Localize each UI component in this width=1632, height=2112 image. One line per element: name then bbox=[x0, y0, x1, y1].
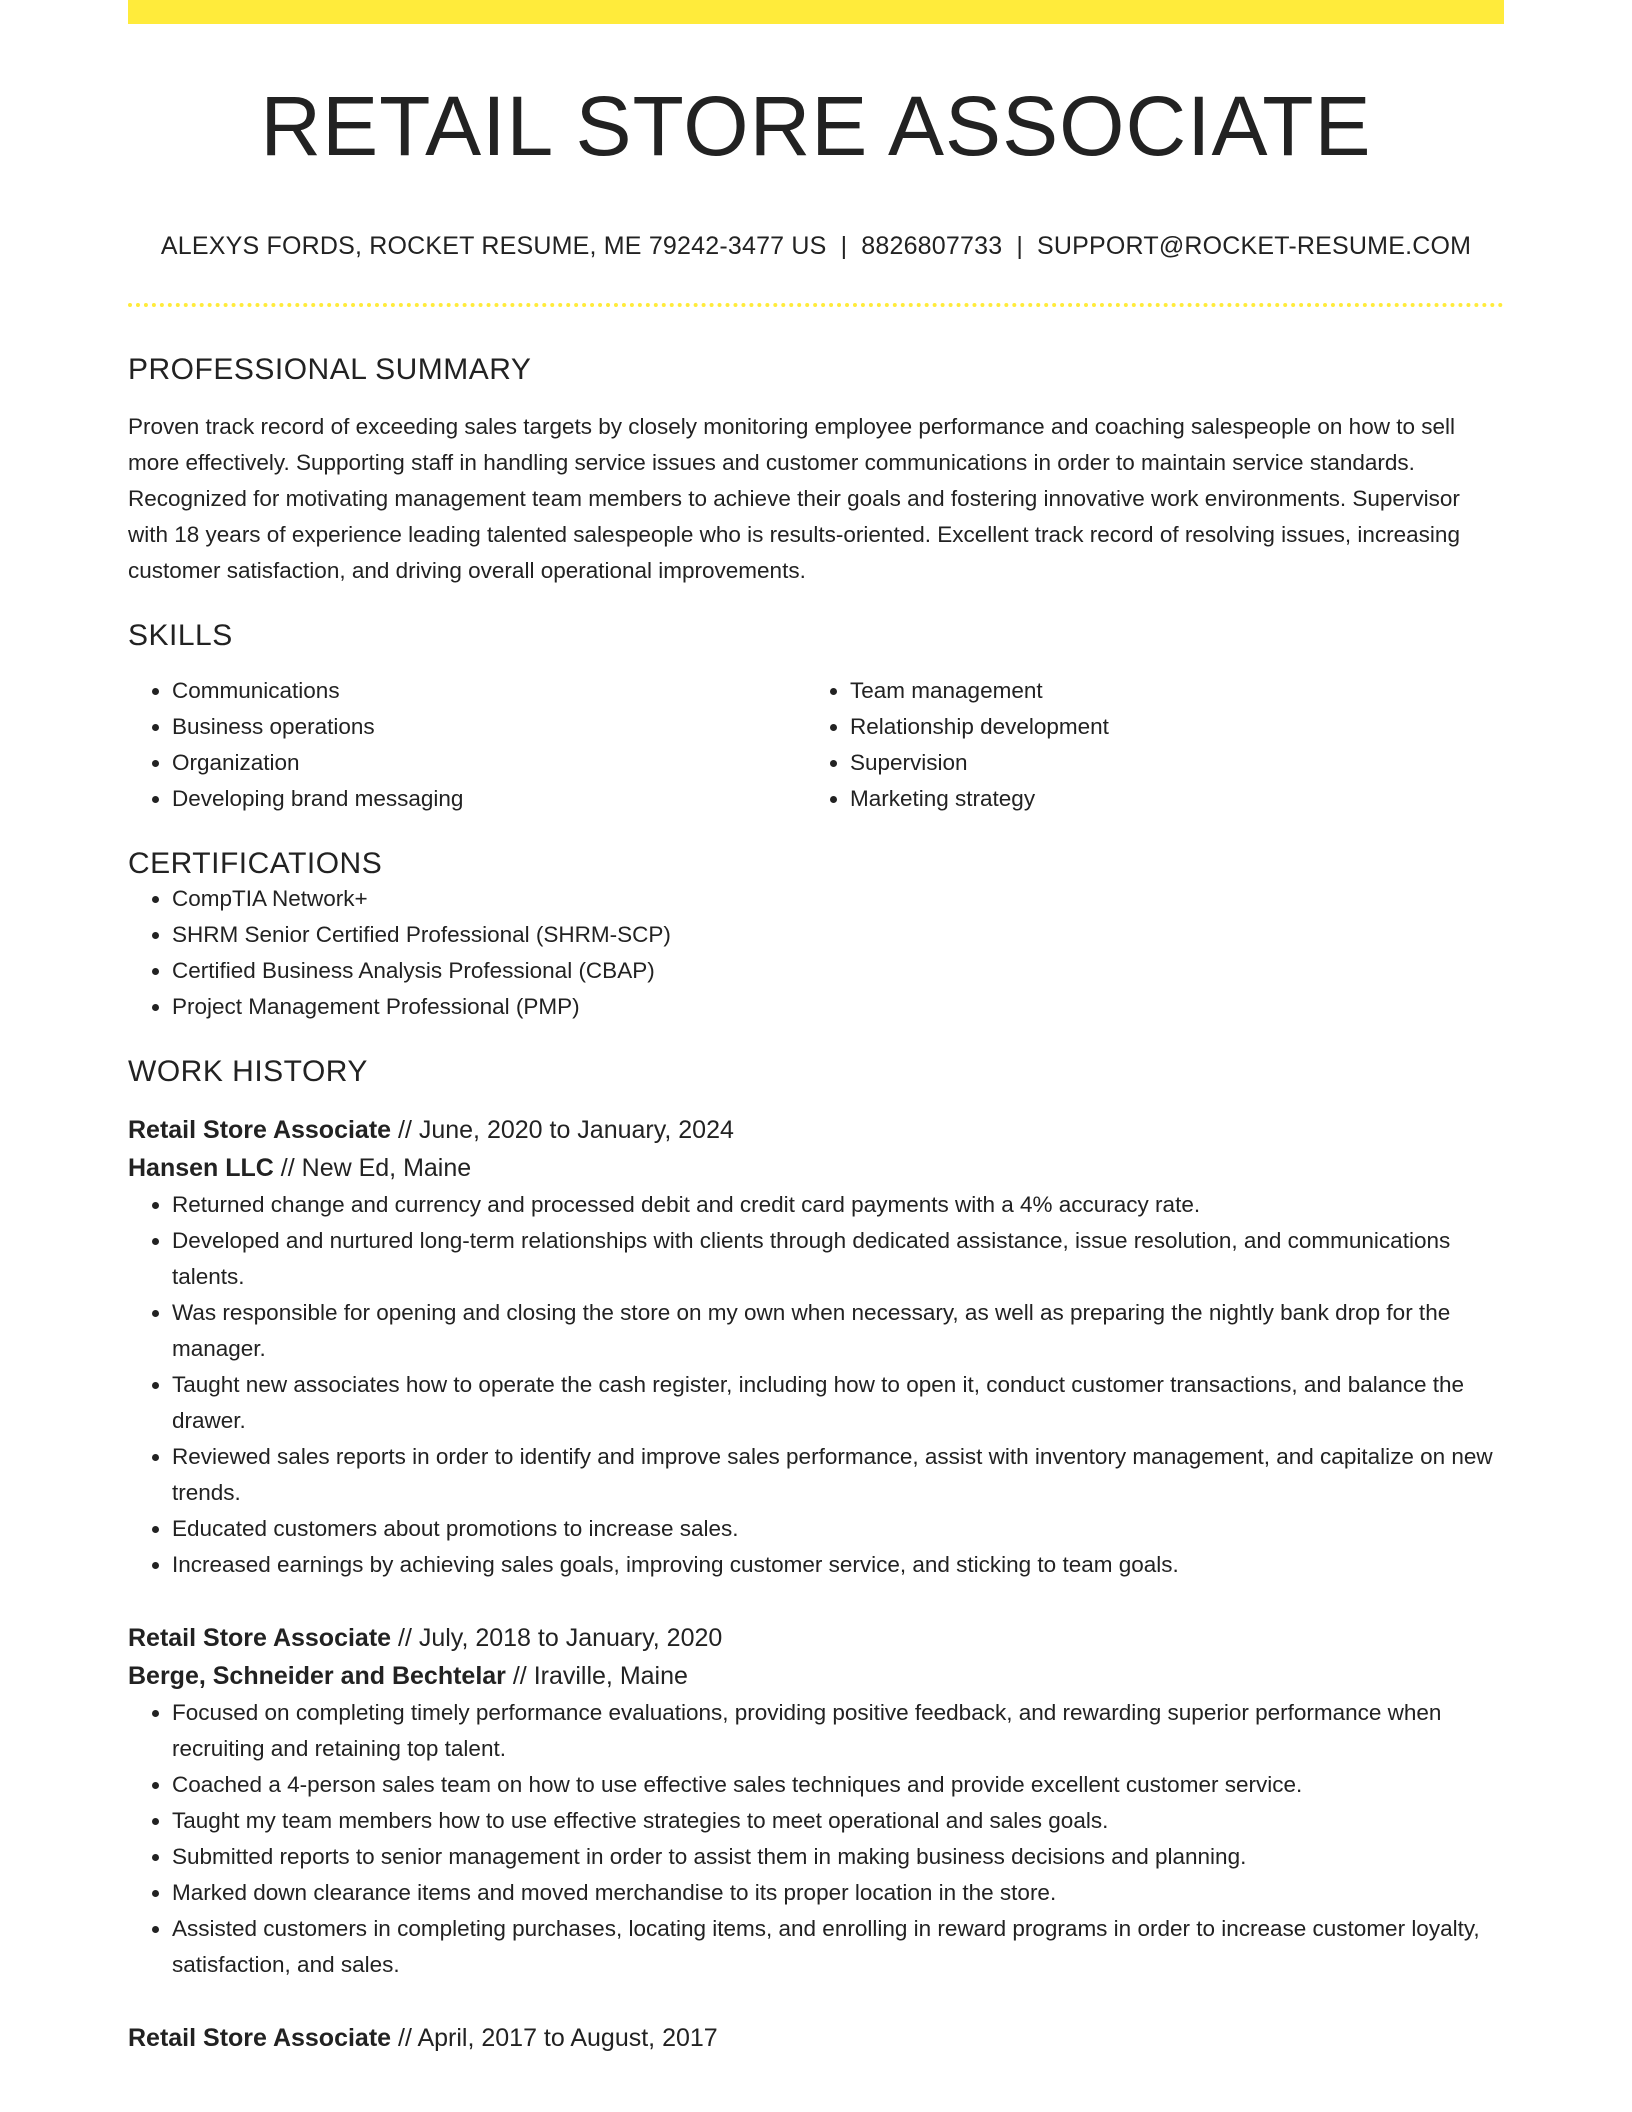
skill-item: • Team management bbox=[850, 673, 1484, 709]
dotted-divider bbox=[128, 303, 1504, 307]
job-duty: • Focused on completing timely performance evaluations, providing positive feedback, and rewarding superior performance when recruiting and retaining top talent. bbox=[172, 1695, 1504, 1767]
job-duty: • Was responsible for opening and closing the store on my own when necessary, as well as preparing the nightly bank drop for the manager. bbox=[172, 1295, 1504, 1367]
job-duty: • Reviewed sales reports in order to identify and improve sales performance, assist with inventory management, and capitalize on new trends. bbox=[172, 1439, 1504, 1511]
job-duties-list bbox=[128, 1187, 1504, 1583]
certification-item: • CompTIA Network+ bbox=[172, 881, 1504, 917]
job-duty: • Developed and nurtured long-term relationships with clients through dedicated assistance, issue resolution, and communications talents. bbox=[172, 1223, 1504, 1295]
summary-heading: PROFESSIONAL SUMMARY bbox=[128, 353, 532, 387]
skill-item: • Marketing strategy bbox=[850, 781, 1484, 817]
skills-list-right bbox=[806, 673, 1484, 817]
job-title: Retail Store Associate bbox=[128, 1116, 392, 1145]
job-entry bbox=[128, 2019, 1504, 2057]
job-duty: • Increased earnings by achieving sales goals, improving customer service, and sticking to team goals. bbox=[172, 1547, 1504, 1583]
skill-item: • Supervision bbox=[850, 745, 1484, 781]
job-dates: // April, 2017 to August, 2017 bbox=[391, 2024, 718, 2053]
job-duty: • Returned change and currency and processed debit and credit card payments with a 4% accuracy rate. bbox=[172, 1187, 1504, 1223]
contact-email[interactable]: SUPPORT@ROCKET-RESUME.COM bbox=[1037, 232, 1472, 261]
job-company: Berge, Schneider and Bechtelar bbox=[128, 1662, 506, 1691]
job-dates: // July, 2018 to January, 2020 bbox=[391, 1624, 723, 1653]
skills-heading: SKILLS bbox=[128, 619, 233, 653]
certification-item: • Project Management Professional (PMP) bbox=[172, 989, 1504, 1025]
job-duty: • Coached a 4-person sales team on how to use effective sales techniques and provide excellent customer service. bbox=[172, 1767, 1504, 1803]
work-history-heading: WORK HISTORY bbox=[128, 1055, 368, 1089]
job-title-line bbox=[128, 1111, 1504, 1149]
accent-bar bbox=[128, 0, 1504, 24]
contact-phone: 8826807733 bbox=[861, 232, 1003, 261]
job-title: Retail Store Associate bbox=[128, 1624, 392, 1653]
contact-line bbox=[128, 232, 1504, 261]
job-duty: • Taught new associates how to operate the cash register, including how to open it, conduct customer transactions, and balance the drawer. bbox=[172, 1367, 1504, 1439]
resume-title: RETAIL STORE ASSOCIATE bbox=[260, 79, 1372, 173]
job-duty: • Educated customers about promotions to increase sales. bbox=[172, 1511, 1504, 1547]
contact-separator: | bbox=[1016, 232, 1024, 261]
skills-grid bbox=[128, 673, 1504, 817]
job-duty: • Assisted customers in completing purchases, locating items, and enrolling in reward programs in order to increase customer loyalty, satisfaction, and sales. bbox=[172, 1911, 1504, 1983]
skills-column-left bbox=[128, 673, 806, 817]
job-title: Retail Store Associate bbox=[128, 2024, 392, 2053]
job-entry bbox=[128, 1111, 1504, 1583]
job-location: // Iraville, Maine bbox=[505, 1662, 688, 1691]
skill-item: • Business operations bbox=[172, 709, 806, 745]
contact-address: ALEXYS FORDS, ROCKET RESUME, ME 79242-3477 US bbox=[160, 232, 827, 261]
job-duties-list bbox=[128, 1695, 1504, 1983]
job-company-line bbox=[128, 1149, 1504, 1187]
certification-item: • SHRM Senior Certified Professional (SHRM-SCP) bbox=[172, 917, 1504, 953]
job-duty: • Taught my team members how to use effective strategies to meet operational and sales goals. bbox=[172, 1803, 1504, 1839]
skills-list-left bbox=[128, 673, 806, 817]
certifications-list bbox=[128, 881, 1504, 1025]
job-title-line bbox=[128, 1619, 1504, 1657]
contact-separator: | bbox=[840, 232, 848, 261]
job-duty: • Marked down clearance items and moved merchandise to its proper location in the store. bbox=[172, 1875, 1504, 1911]
certifications-heading: CERTIFICATIONS bbox=[128, 847, 383, 881]
certification-item: • Certified Business Analysis Professional (CBAP) bbox=[172, 953, 1504, 989]
job-entry bbox=[128, 1619, 1504, 1983]
job-duty: • Submitted reports to senior management in order to assist them in making business decisions and planning. bbox=[172, 1839, 1504, 1875]
skill-item: • Communications bbox=[172, 673, 806, 709]
job-location: // New Ed, Maine bbox=[273, 1154, 472, 1183]
job-dates: // June, 2020 to January, 2024 bbox=[391, 1116, 734, 1145]
skill-item: • Developing brand messaging bbox=[172, 781, 806, 817]
skill-item: • Relationship development bbox=[850, 709, 1484, 745]
job-title-line bbox=[128, 2019, 1504, 2057]
resume-page bbox=[128, 0, 1504, 2057]
skill-item: • Organization bbox=[172, 745, 806, 781]
job-company-line bbox=[128, 1657, 1504, 1695]
job-company: Hansen LLC bbox=[128, 1154, 274, 1183]
skills-column-right bbox=[806, 673, 1484, 817]
summary-text: Proven track record of exceeding sales targets by closely monitoring employee performance and coaching salespeople on how to sell more effectively. Supporting staff in handling service issues and customer communications in order to maintain service standards. Recognized for motivating management team members to achieve their goals and fostering innovative work environments. Supervisor with 18 years of experience leading talented salespeople who is results-oriented. Excellent track record of resolving issues, increasing customer satisfaction, and driving overall operational improvements. bbox=[128, 414, 1460, 584]
